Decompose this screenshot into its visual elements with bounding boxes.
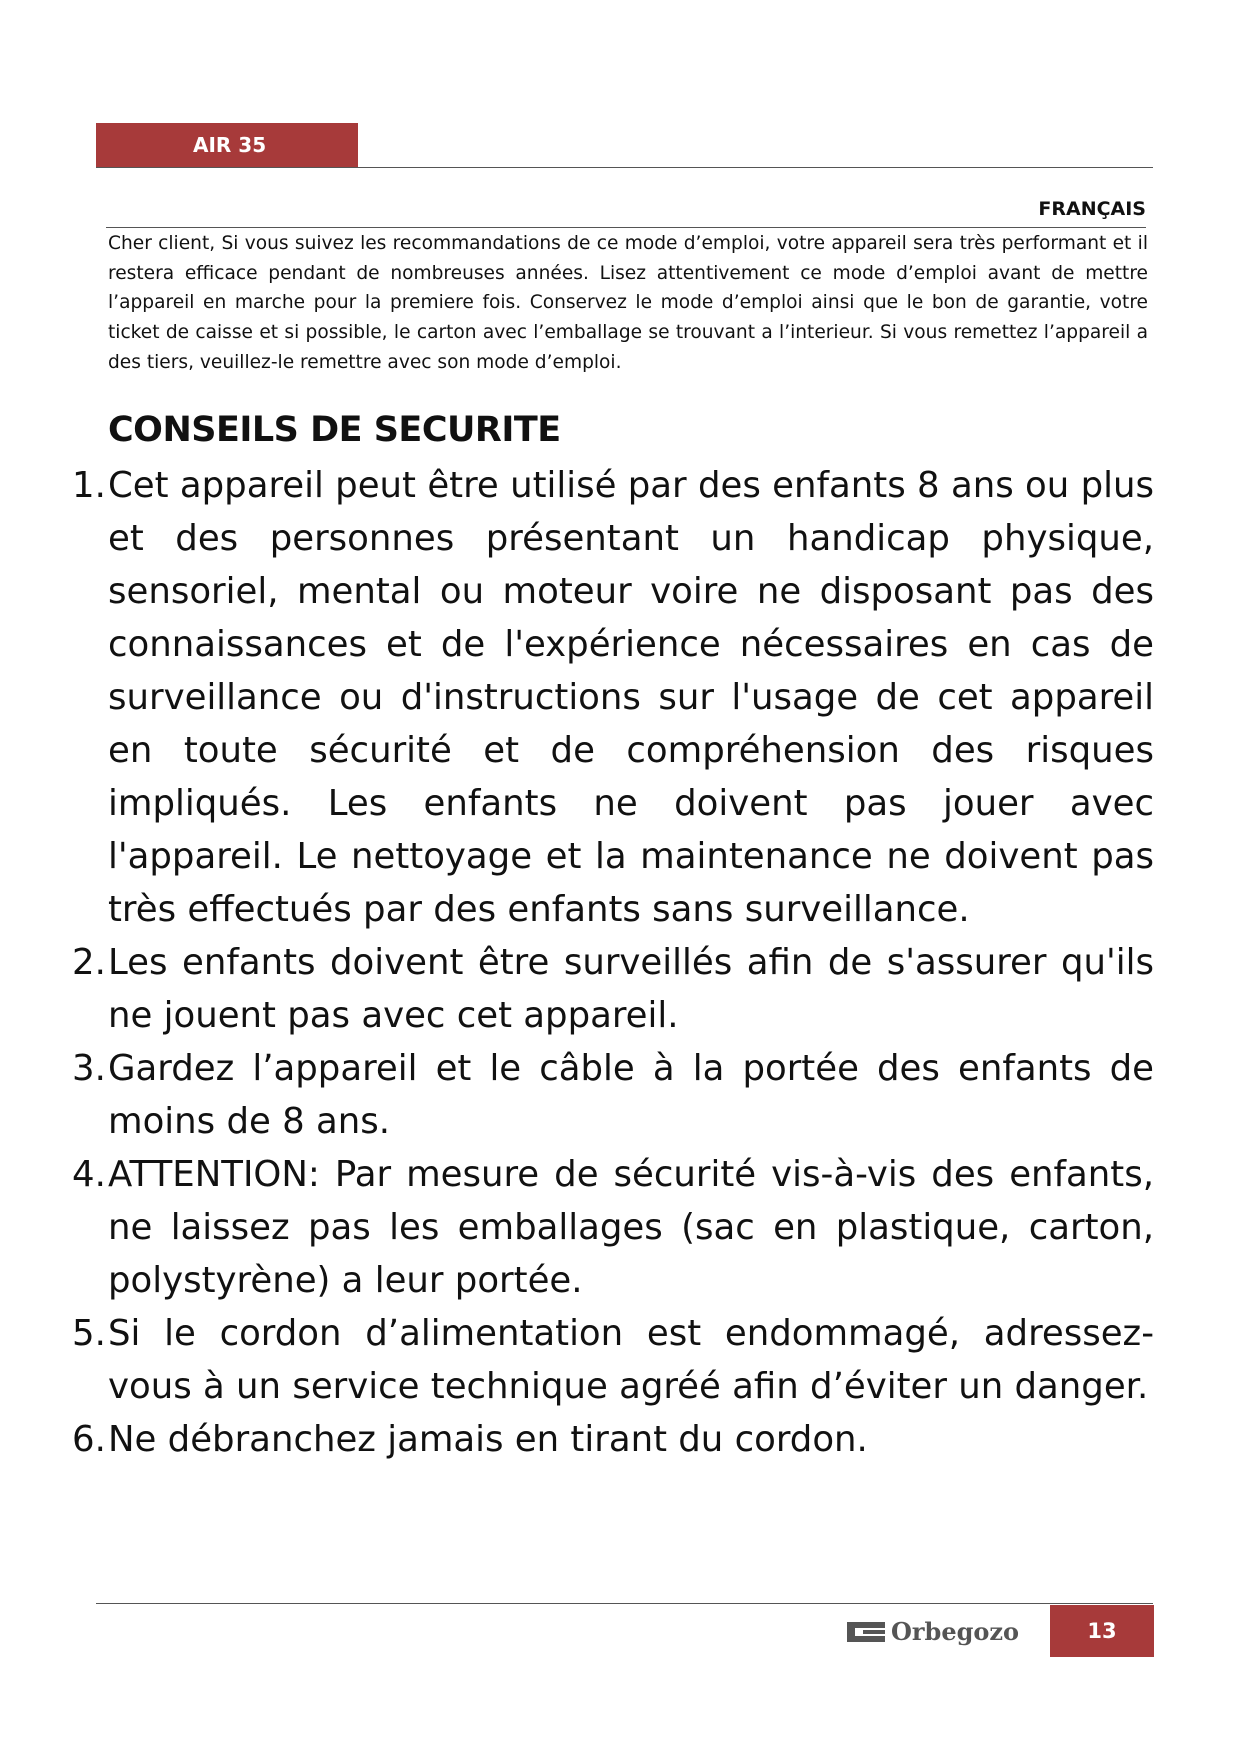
page-number-box [1050,1605,1154,1657]
item-number: 2. [72,942,106,983]
item-number: 6. [72,1419,106,1460]
model-label: AIR 35 [193,133,267,157]
list-item [72,1148,1154,1307]
header-model-tab [96,123,358,167]
item-number: 4. [72,1154,106,1195]
list-item [72,459,1154,936]
list-item [72,1307,1154,1413]
language-label: FRANÇAIS [1038,198,1146,220]
item-number: 5. [72,1313,106,1354]
brand-wordmark: Orbegozo [891,1617,1020,1646]
safety-list [72,459,1154,1466]
list-item [72,1413,1154,1466]
list-item [72,1042,1154,1148]
brand-logo [845,1610,1045,1654]
item-number: 1. [72,465,106,506]
page-number: 13 [1087,1619,1117,1643]
section-title: CONSEILS DE SECURITE [108,410,561,450]
item-number: 3. [72,1048,106,1089]
intro-paragraph: Cher client, Si vous suivez les recommandations de ce mode d’emploi, votre appareil sera très performant et il restera efficace pendant de nombreuses années. Lisez attentivement ce mode d’emploi avant de mettre l’appareil en marche pour la premiere fois. Conservez le mode d’emploi ainsi que le bon de garantie, votre ticket de caisse et si possible, le carton avec l’emballage se trouvant a l’interieur. Si vous remettez l’appareil a des tiers, veuillez-le remettre avec son mode d’emploi. [108,233,1148,373]
language-divider [106,227,1146,228]
item-text: Ne débranchez jamais en tirant du cordon. [108,1419,868,1460]
item-text: Gardez l’appareil et le câble à la portée des enfants de moins de 8 ans. [108,1048,1154,1142]
item-text: ATTENTION: Par mesure de sécurité vis-à-vis des enfants, ne laissez pas les emballages (sac en plastique, carton, polystyrène) a leur portée. [108,1154,1154,1301]
item-text: Les enfants doivent être surveillés afin de s'assurer qu'ils ne jouent pas avec cet appareil. [108,942,1154,1036]
list-item [72,936,1154,1042]
footer-divider [96,1603,1153,1604]
item-text: Cet appareil peut être utilisé par des enfants 8 ans ou plus et des personnes présentant un handicap physique, sensoriel, mental ou moteur voire ne disposant pas des connaissances et de l'expérience nécessaires en cas de surveillance ou d'instructions sur l'usage de cet appareil en toute sécurité et de compréhension des risques impliqués. Les enfants ne doivent pas jouer avec l'appareil. Le nettoyage et la maintenance ne doivent pas très effectués par des enfants sans surveillance. [108,465,1154,930]
header-divider [96,167,1153,168]
item-text: Si le cordon d’alimentation est endommagé, adressez-vous à un service technique agréé afin d’éviter un danger. [108,1313,1154,1407]
brand-mark-icon [847,1622,885,1642]
